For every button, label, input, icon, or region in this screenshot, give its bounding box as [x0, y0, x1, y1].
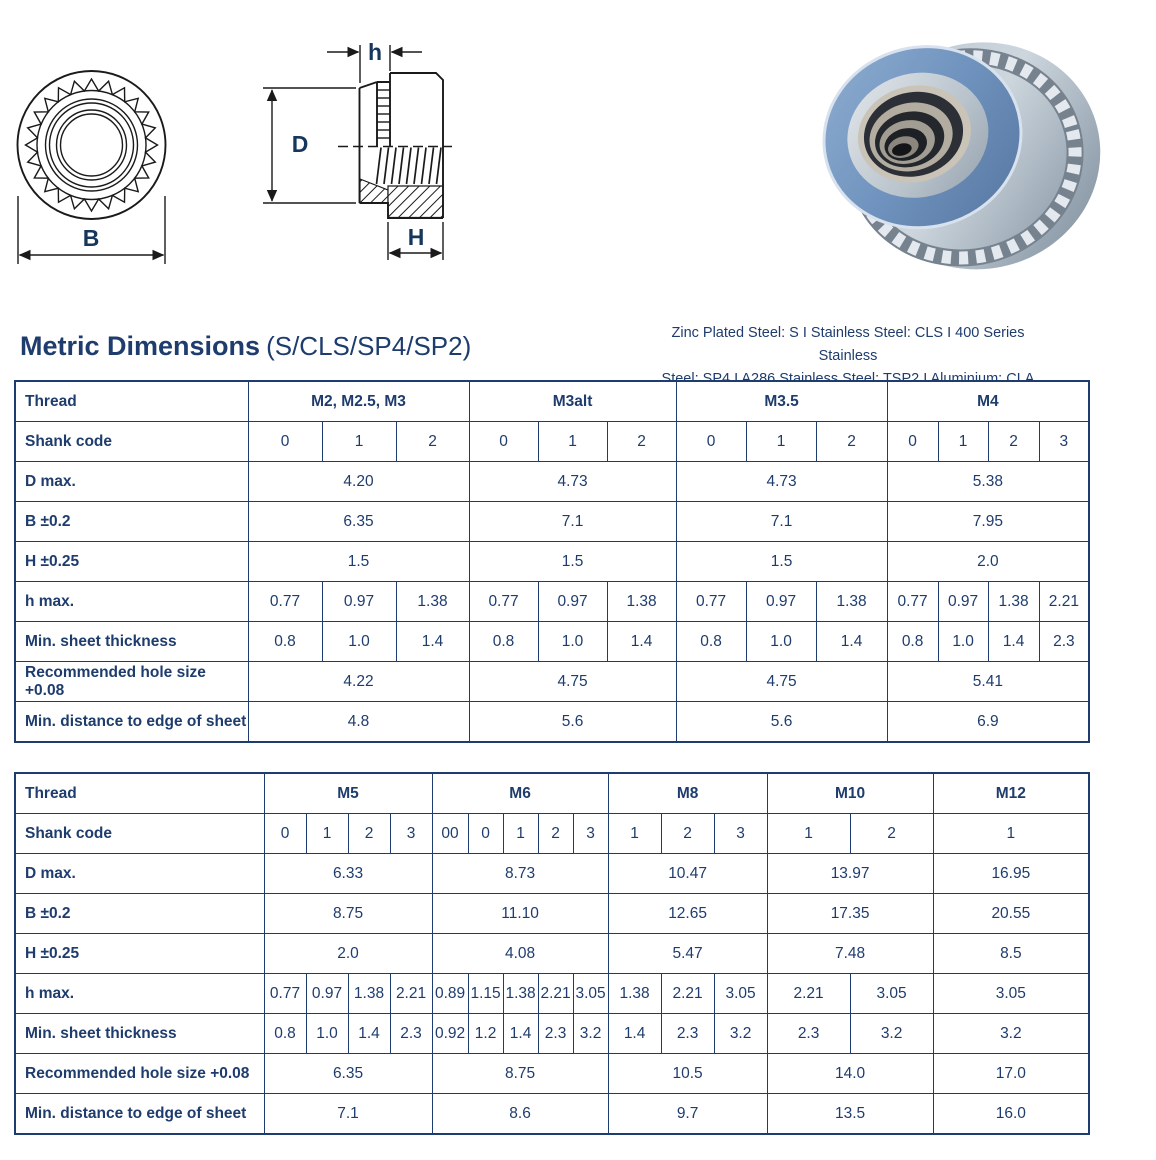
table-row: [15, 934, 1089, 974]
thread-major-circle: [57, 110, 127, 180]
thread-profile-line: [392, 148, 397, 185]
value-cell: 1.0: [938, 622, 988, 662]
value-cell: 2: [850, 814, 933, 854]
value-cell: 4.8: [248, 702, 469, 743]
value-cell: 1.15: [468, 974, 503, 1014]
row-label: Thread: [15, 773, 264, 814]
value-cell: 7.95: [887, 502, 1089, 542]
value-cell: 1.38: [816, 582, 887, 622]
value-cell: 1.38: [608, 974, 661, 1014]
value-cell: 5.6: [469, 702, 676, 743]
row-label: Recommended hole size +0.08: [15, 1054, 264, 1094]
dim-label-d: D: [291, 131, 309, 157]
value-cell: 2.21: [390, 974, 432, 1014]
side-view-drawing: [263, 39, 452, 260]
value-cell: 1.0: [538, 622, 607, 662]
value-cell: 1: [746, 422, 816, 462]
value-cell: 3.2: [850, 1014, 933, 1054]
value-cell: 0.77: [676, 582, 746, 622]
value-cell: 6.9: [887, 702, 1089, 743]
row-label: Min. distance to edge of sheet: [15, 1094, 264, 1135]
thread-header: M12: [933, 773, 1089, 814]
value-cell: 1.2: [468, 1014, 503, 1054]
value-cell: 16.95: [933, 854, 1089, 894]
value-cell: 2: [816, 422, 887, 462]
serration-base-circle: [37, 91, 146, 200]
thread-header: M6: [432, 773, 608, 814]
row-label: h max.: [15, 974, 264, 1014]
value-cell: 0: [887, 422, 938, 462]
value-cell: 1.5: [469, 542, 676, 582]
row-label: Min. distance to edge of sheet: [15, 702, 248, 743]
value-cell: 4.22: [248, 662, 469, 702]
value-cell: 1.4: [503, 1014, 538, 1054]
row-label: Shank code: [15, 814, 264, 854]
value-cell: 0.97: [306, 974, 348, 1014]
value-cell: 0: [676, 422, 746, 462]
thread-profile-line: [407, 148, 412, 185]
value-cell: 0.77: [264, 974, 306, 1014]
value-cell: 1: [933, 814, 1089, 854]
value-cell: 2: [988, 422, 1039, 462]
value-cell: 6.35: [248, 502, 469, 542]
table-row: [15, 773, 1089, 814]
value-cell: 0.8: [469, 622, 538, 662]
value-cell: 1: [538, 422, 607, 462]
value-cell: 2.21: [1039, 582, 1089, 622]
metric-table-1-container: [14, 380, 1090, 743]
thread-header: M3alt: [469, 381, 676, 422]
row-label: Min. sheet thickness: [15, 622, 248, 662]
table-row: [15, 1054, 1089, 1094]
value-cell: 10.5: [608, 1054, 767, 1094]
value-cell: 2: [348, 814, 390, 854]
metric-table-2-container: [14, 772, 1090, 1135]
value-cell: 3: [1039, 422, 1089, 462]
table-row: [15, 622, 1089, 662]
value-cell: 16.0: [933, 1094, 1089, 1135]
value-cell: 1: [767, 814, 850, 854]
metric-table-2: [14, 772, 1090, 1135]
value-cell: 8.6: [432, 1094, 608, 1135]
value-cell: 3.2: [714, 1014, 767, 1054]
table-row: [15, 462, 1089, 502]
row-label: B ±0.2: [15, 894, 264, 934]
value-cell: 0.97: [938, 582, 988, 622]
value-cell: 1.0: [746, 622, 816, 662]
value-cell: 1: [503, 814, 538, 854]
value-cell: 00: [432, 814, 468, 854]
value-cell: 3.05: [933, 974, 1089, 1014]
flange-outer-circle: [18, 71, 166, 219]
value-cell: 4.73: [676, 462, 887, 502]
value-cell: 2: [538, 814, 573, 854]
value-cell: 1.4: [816, 622, 887, 662]
value-cell: 0.77: [469, 582, 538, 622]
row-label: B ±0.2: [15, 502, 248, 542]
value-cell: 2.21: [538, 974, 573, 1014]
value-cell: 17.35: [767, 894, 933, 934]
table-row: [15, 1094, 1089, 1135]
thread-header: M8: [608, 773, 767, 814]
table-row: [15, 422, 1089, 462]
value-cell: 3.05: [714, 974, 767, 1014]
value-cell: 2: [396, 422, 469, 462]
thread-profile-line: [414, 148, 419, 185]
value-cell: 1.0: [322, 622, 396, 662]
value-cell: 0.97: [538, 582, 607, 622]
value-cell: 13.97: [767, 854, 933, 894]
value-cell: 1.38: [607, 582, 676, 622]
value-cell: 1.5: [248, 542, 469, 582]
row-label: h max.: [15, 582, 248, 622]
row-label: D max.: [15, 462, 248, 502]
pilot-inner-circle: [50, 103, 134, 187]
value-cell: 1.4: [348, 1014, 390, 1054]
value-cell: 0.97: [746, 582, 816, 622]
pilot-outer-circle: [46, 99, 138, 191]
value-cell: 5.6: [676, 702, 887, 743]
page-title-suffix: (S/CLS/SP4/SP2): [266, 331, 472, 361]
value-cell: 6.33: [264, 854, 432, 894]
thread-header: M4: [887, 381, 1089, 422]
value-cell: 5.38: [887, 462, 1089, 502]
value-cell: 4.20: [248, 462, 469, 502]
value-cell: 7.1: [469, 502, 676, 542]
row-label: Shank code: [15, 422, 248, 462]
table-row: [15, 542, 1089, 582]
value-cell: 7.1: [264, 1094, 432, 1135]
thread-profile-line: [384, 148, 389, 185]
value-cell: 0: [468, 814, 503, 854]
value-cell: 0.8: [264, 1014, 306, 1054]
page-title: [20, 331, 471, 362]
page-title-main: Metric Dimensions: [20, 331, 261, 361]
thread-minor-circle: [61, 114, 123, 176]
value-cell: 3: [714, 814, 767, 854]
value-cell: 0.92: [432, 1014, 468, 1054]
value-cell: 1: [322, 422, 396, 462]
value-cell: 6.35: [264, 1054, 432, 1094]
value-cell: 0: [264, 814, 306, 854]
value-cell: 8.5: [933, 934, 1089, 974]
table-row: [15, 702, 1089, 743]
value-cell: 5.41: [887, 662, 1089, 702]
value-cell: 4.73: [469, 462, 676, 502]
dim-label-b: B: [82, 225, 100, 251]
value-cell: 1: [938, 422, 988, 462]
value-cell: 0.89: [432, 974, 468, 1014]
value-cell: 12.65: [608, 894, 767, 934]
value-cell: 0.77: [248, 582, 322, 622]
thread-profile-lines: [377, 148, 442, 185]
value-cell: 1.4: [988, 622, 1039, 662]
row-label: D max.: [15, 854, 264, 894]
section-hatch-body: [388, 186, 443, 218]
value-cell: 1.4: [607, 622, 676, 662]
table-row: [15, 894, 1089, 934]
materials-note-line1: Zinc Plated Steel: S I Stainless Steel: CLS I 400 Series Stainless: [671, 325, 1025, 365]
value-cell: 2.3: [538, 1014, 573, 1054]
value-cell: 1: [306, 814, 348, 854]
value-cell: 7.1: [676, 502, 887, 542]
front-view-drawing: [18, 71, 166, 264]
value-cell: 8.75: [432, 1054, 608, 1094]
value-cell: 4.75: [676, 662, 887, 702]
value-cell: 2.3: [661, 1014, 714, 1054]
value-cell: 5.47: [608, 934, 767, 974]
value-cell: 1.38: [988, 582, 1039, 622]
value-cell: 0.8: [676, 622, 746, 662]
thread-header: M10: [767, 773, 933, 814]
value-cell: 2.21: [661, 974, 714, 1014]
value-cell: 2.3: [767, 1014, 850, 1054]
row-label: Thread: [15, 381, 248, 422]
value-cell: 4.75: [469, 662, 676, 702]
value-cell: 1.38: [396, 582, 469, 622]
value-cell: 2.0: [264, 934, 432, 974]
value-cell: 17.0: [933, 1054, 1089, 1094]
thread-profile-line: [429, 148, 434, 185]
value-cell: 3.2: [573, 1014, 608, 1054]
row-label: Min. sheet thickness: [15, 1014, 264, 1054]
thread-header: M3.5: [676, 381, 887, 422]
thread-header: M2, M2.5, M3: [248, 381, 469, 422]
value-cell: 8.75: [264, 894, 432, 934]
value-cell: 20.55: [933, 894, 1089, 934]
table-row: [15, 854, 1089, 894]
technical-drawings: [0, 0, 1156, 312]
dim-label-h-body: H: [407, 224, 425, 250]
value-cell: 3.05: [573, 974, 608, 1014]
metric-table-1: [14, 380, 1090, 743]
table-row: [15, 381, 1089, 422]
value-cell: 0: [469, 422, 538, 462]
thread-profile-line: [399, 148, 404, 185]
table-row: [15, 502, 1089, 542]
value-cell: 0.8: [887, 622, 938, 662]
table-row: [15, 974, 1089, 1014]
value-cell: 1: [608, 814, 661, 854]
value-cell: 0: [248, 422, 322, 462]
value-cell: 3.05: [850, 974, 933, 1014]
value-cell: 1.5: [676, 542, 887, 582]
value-cell: 2: [661, 814, 714, 854]
value-cell: 13.5: [767, 1094, 933, 1135]
value-cell: 0.97: [322, 582, 396, 622]
row-label: H ±0.25: [15, 934, 264, 974]
product-photo-3d: [805, 17, 1125, 295]
value-cell: 3.2: [933, 1014, 1089, 1054]
value-cell: 9.7: [608, 1094, 767, 1135]
value-cell: 0.8: [248, 622, 322, 662]
value-cell: 2.21: [767, 974, 850, 1014]
value-cell: 1.4: [396, 622, 469, 662]
value-cell: 3: [390, 814, 432, 854]
table-row: [15, 1014, 1089, 1054]
value-cell: 1.0: [306, 1014, 348, 1054]
value-cell: 10.47: [608, 854, 767, 894]
thread-profile-line: [437, 148, 442, 185]
value-cell: 1.38: [503, 974, 538, 1014]
value-cell: 11.10: [432, 894, 608, 934]
value-cell: 3: [573, 814, 608, 854]
thread-profile-line: [377, 148, 382, 185]
table-row: [15, 814, 1089, 854]
value-cell: 1.38: [348, 974, 390, 1014]
dim-label-h-shank: h: [367, 39, 383, 65]
thread-profile-line: [422, 148, 427, 185]
value-cell: 7.48: [767, 934, 933, 974]
table-row: [15, 662, 1089, 702]
value-cell: 14.0: [767, 1054, 933, 1094]
value-cell: 4.08: [432, 934, 608, 974]
row-label: H ±0.25: [15, 542, 248, 582]
row-label: Recommended hole size +0.08: [15, 662, 248, 702]
value-cell: 2: [607, 422, 676, 462]
value-cell: 2.3: [1039, 622, 1089, 662]
value-cell: 2.3: [390, 1014, 432, 1054]
value-cell: 1.4: [608, 1014, 661, 1054]
shank-serration-strip: [377, 90, 390, 138]
value-cell: 2.0: [887, 542, 1089, 582]
value-cell: 8.73: [432, 854, 608, 894]
thread-header: M5: [264, 773, 432, 814]
table-row: [15, 582, 1089, 622]
value-cell: 0.77: [887, 582, 938, 622]
